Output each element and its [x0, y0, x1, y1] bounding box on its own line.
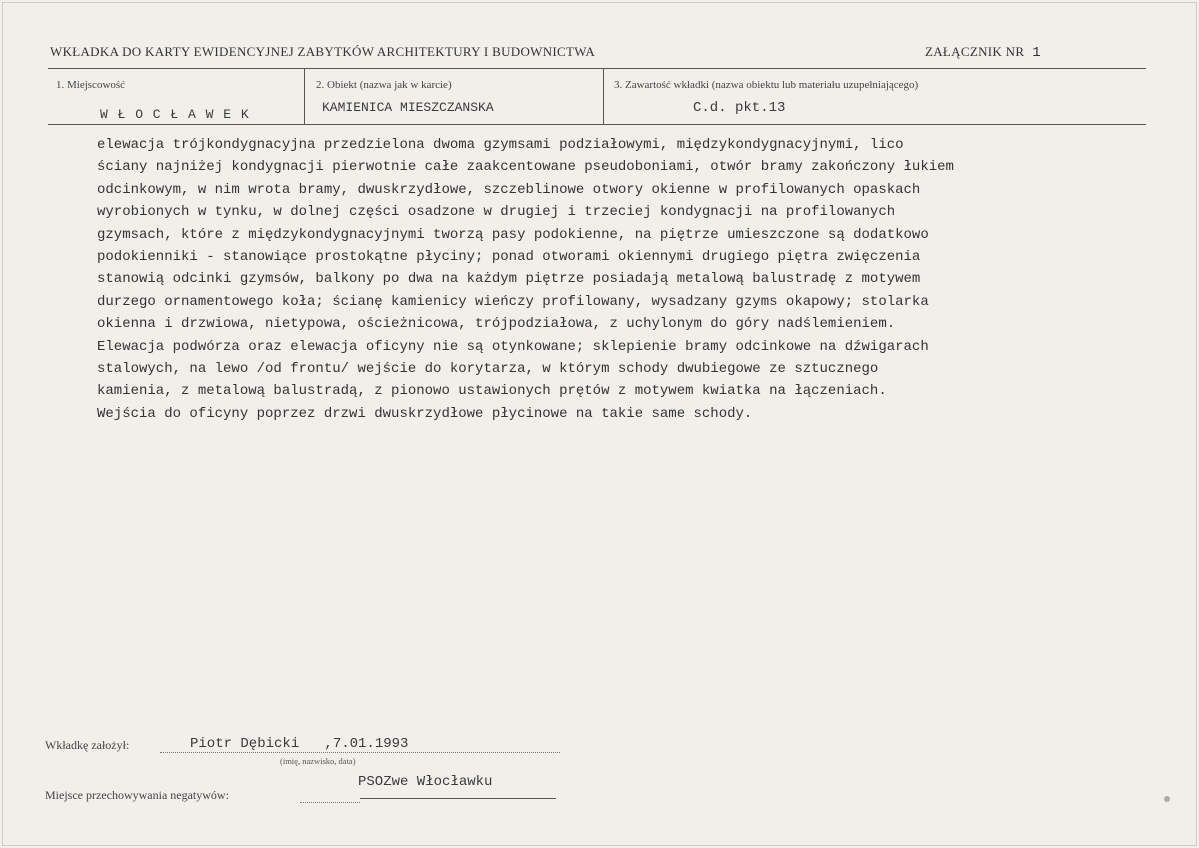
description-text	[97, 134, 1157, 425]
content-value: C.d. pkt.13	[693, 100, 786, 116]
object-value: KAMIENICA MIESZCZANSKA	[322, 100, 494, 115]
description-line: podokienniki - stanowiące prostokątne płyciny; ponad otworami okiennymi drugiego piętra zwięczenia	[97, 249, 921, 266]
locality-label: 1. Miejscowość	[56, 79, 126, 91]
description-line: wyrobionych w tynku, w dolnej części osadzone w drugiej i trzeciej kondygnacji na profilowanych	[97, 204, 896, 221]
content-label: 3. Zawartość wkładki (nazwa obiektu lub materiału uzupełniającego)	[614, 79, 919, 91]
description-line: gzymsach, które z międzykondygnacyjnymi tworzą pasy podokienne, na piętrze umieszczone są dodatkowo	[97, 226, 929, 243]
description-line: Wejścia do oficyny poprzez drzwi dwuskrzydłowe płycinowe na takie same schody.	[97, 405, 753, 422]
description-line: Elewacja podwórza oraz elewacja oficyny nie są otynkowane; sklepienie bramy odcinkowe na dźwigarach	[97, 338, 929, 355]
negatives-label: Miejsce przechowywania negatywów:	[45, 788, 229, 802]
negatives-line	[360, 798, 556, 799]
header-top-rule	[48, 68, 1146, 69]
description-line: stanowią odcinki gzymsów, balkony po dwa na każdym piętrze posiadają metalową balustradę z motywem	[97, 271, 921, 288]
object-label: 2. Obiekt (nazwa jak w karcie)	[316, 79, 452, 91]
paper-speck	[1164, 796, 1170, 802]
negatives-dotted-line	[300, 802, 360, 803]
description-line: ściany najniżej kondygnacji pierwotnie całe zaakcentowane pseudoboniami, otwór bramy zakończony łukiem	[97, 159, 954, 176]
prepared-by-value: Piotr Dębicki ,7.01.1993	[190, 736, 409, 752]
form-title: WKŁADKA DO KARTY EWIDENCYJNEJ ZABYTKÓW ARCHITEKTURY I BUDOWNICTWA	[50, 44, 596, 59]
prepared-by-line	[160, 752, 560, 753]
description-line: stalowych, na lewo /od frontu/ wejście do korytarza, w którym schody dwubiegowe ze sztucznego	[97, 361, 879, 378]
description-line: durzego ornamentowego koła; ścianę kamienicy wieńczy profilowany, wysadzany gzyms okapowy; stolarka	[97, 293, 929, 310]
locality-value: W Ł O C Ł A W E K	[100, 107, 250, 122]
negatives-value: PSOZwe Włocławku	[358, 774, 493, 790]
description-line: kamienia, z metalową balustradą, z pionowo ustawionych prętów z motywem kwiatka na łączeniach.	[97, 383, 887, 400]
prepared-by-note: (imię, nazwisko, data)	[280, 756, 356, 766]
prepared-by-label: Wkładkę założył:	[45, 738, 130, 752]
cell-divider-2	[603, 68, 604, 125]
header-bottom-rule	[48, 124, 1146, 125]
description-line: elewacja trójkondygnacyjna przedzielona dwoma gzymsami podziałowymi, międzykondygnacyjnymi, lico	[97, 137, 904, 153]
description-line: odcinkowym, w nim wrota bramy, dwuskrzydłowe, szczeblinowe otwory okienne w profilowanych opaskach	[97, 181, 921, 198]
annex-number	[925, 44, 1041, 61]
annex-label: ZAŁĄCZNIK NR	[925, 44, 1025, 59]
annex-number-value: 1	[1032, 45, 1041, 61]
description-line: okienna i drzwiowa, nietypowa, ościeżnicowa, trójpodziałowa, z uchylonym do góry nadślemieniem.	[97, 316, 896, 333]
cell-divider-1	[304, 68, 305, 125]
